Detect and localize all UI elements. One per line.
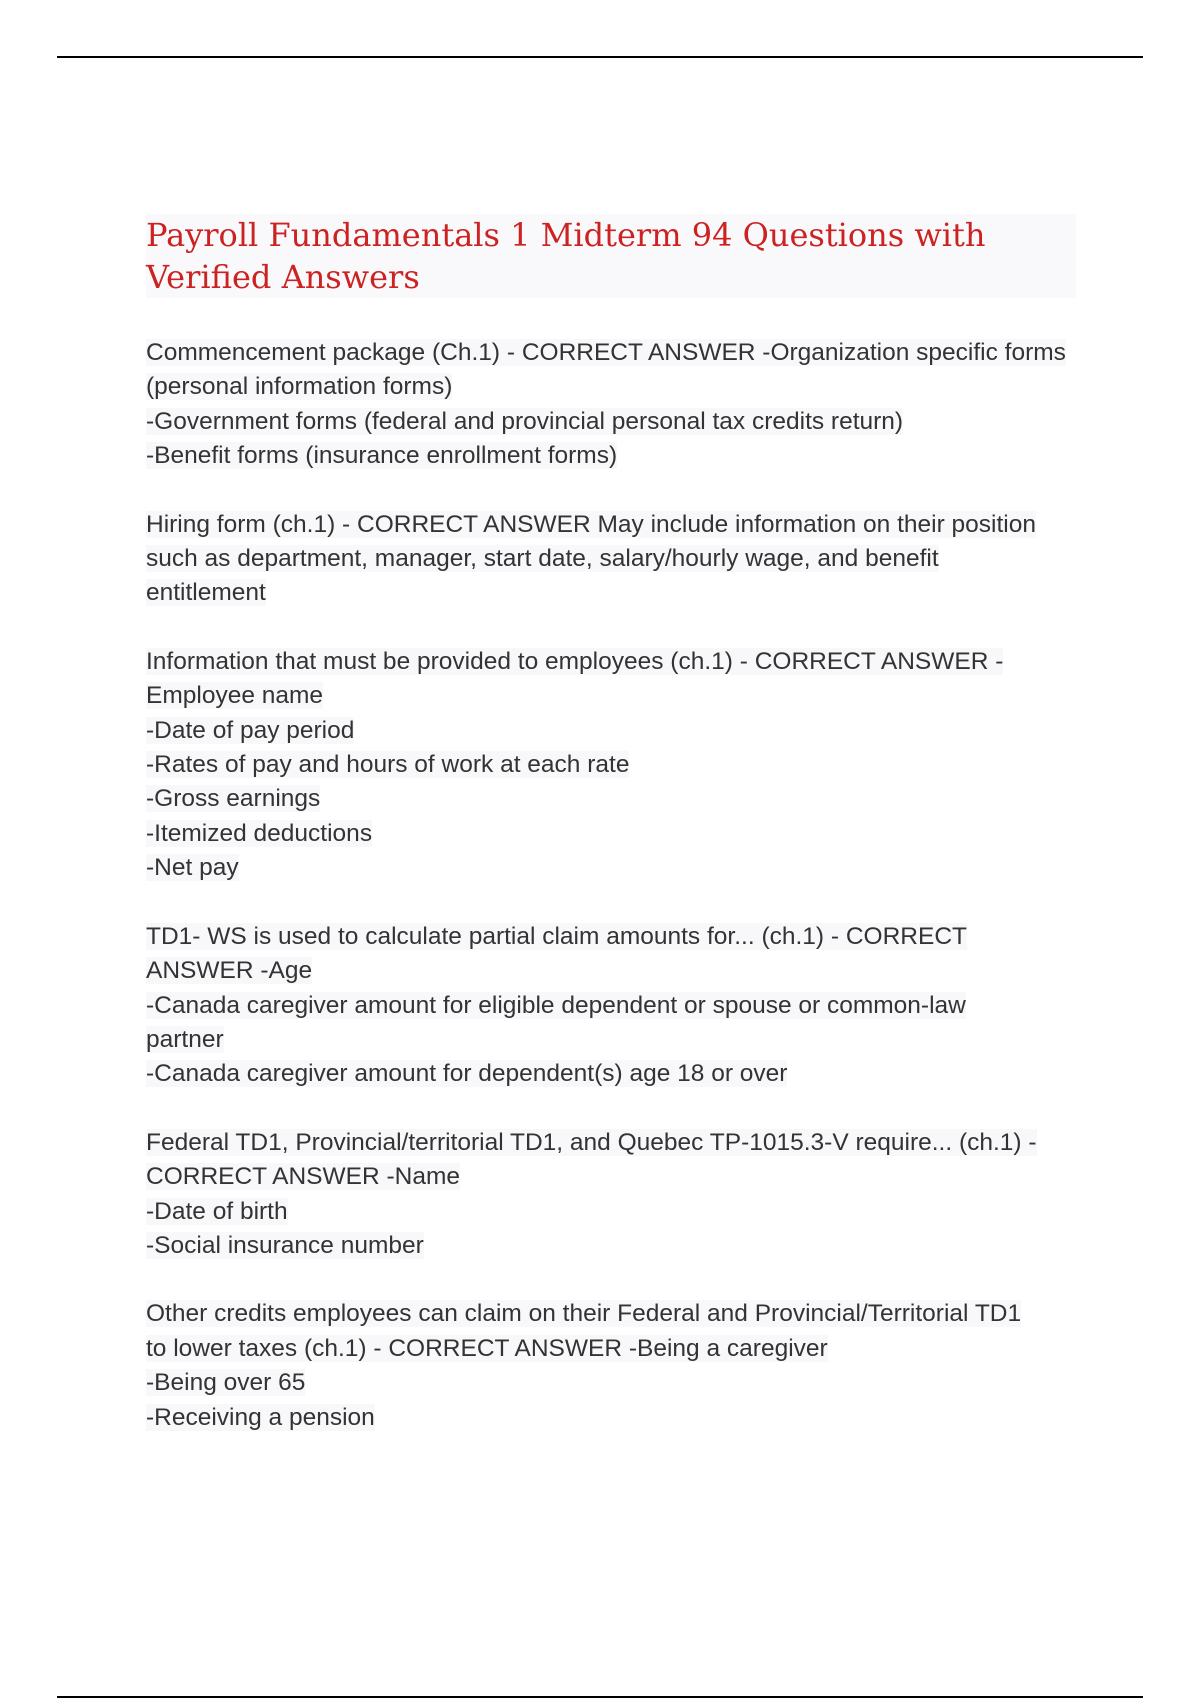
top-rule (57, 56, 1143, 58)
qa-line: Employee name (146, 682, 324, 710)
document-title: Payroll Fundamentals 1 Midterm 94 Questions with Verified Answers (146, 214, 1076, 298)
qa-line: -Rates of pay and hours of work at each rate (146, 751, 630, 779)
qa-line: -Being over 65 (146, 1369, 306, 1397)
qa-line: Information that must be provided to employees (ch.1) - CORRECT ANSWER - (146, 647, 1004, 675)
qa-line: -Itemized deductions (146, 819, 373, 847)
qa-line: CORRECT ANSWER -Name (146, 1163, 461, 1191)
document-body (146, 214, 1076, 1469)
qa-line: -Net pay (146, 854, 239, 882)
qa-line: Federal TD1, Provincial/territorial TD1, and Quebec TP-1015.3-V require... (ch.1) - (146, 1128, 1037, 1156)
qa-line: -Canada caregiver amount for dependent(s) age 18 or over (146, 1060, 788, 1088)
qa-line: Other credits employees can claim on their Federal and Provincial/Territorial TD1 (146, 1300, 1022, 1328)
qa-line: (personal information forms) (146, 373, 453, 401)
qa-line: -Government forms (federal and provincial personal tax credits return) (146, 407, 904, 435)
qa-entry-td1-ws (146, 920, 1076, 1092)
qa-entry-td1-requirements (146, 1126, 1076, 1264)
qa-entry-commencement-package (146, 336, 1076, 474)
qa-line: -Canada caregiver amount for eligible dependent or spouse or common-law (146, 991, 966, 1019)
qa-line: -Receiving a pension (146, 1403, 375, 1431)
qa-line: to lower taxes (ch.1) - CORRECT ANSWER -Being a caregiver (146, 1334, 828, 1362)
qa-line: Commencement package (Ch.1) - CORRECT ANSWER -Organization specific forms (146, 339, 1066, 366)
qa-line: Hiring form (ch.1) - CORRECT ANSWER May include information on their position (146, 510, 1037, 538)
bottom-rule (57, 1696, 1143, 1698)
qa-line: -Gross earnings (146, 785, 321, 813)
qa-line: -Social insurance number (146, 1231, 424, 1259)
qa-line: -Date of pay period (146, 716, 355, 744)
qa-entry-other-credits (146, 1297, 1076, 1435)
qa-line: -Benefit forms (insurance enrollment forms) (146, 442, 618, 470)
qa-line: ANSWER -Age (146, 957, 313, 985)
qa-entry-hiring-form (146, 508, 1076, 611)
qa-line: entitlement (146, 579, 266, 607)
qa-line: TD1- WS is used to calculate partial claim amounts for... (ch.1) - CORRECT (146, 922, 967, 950)
qa-line: -Date of birth (146, 1197, 288, 1225)
qa-entry-employee-information (146, 645, 1076, 886)
qa-line: such as department, manager, start date, salary/hourly wage, and benefit (146, 545, 939, 573)
qa-line: partner (146, 1025, 224, 1053)
